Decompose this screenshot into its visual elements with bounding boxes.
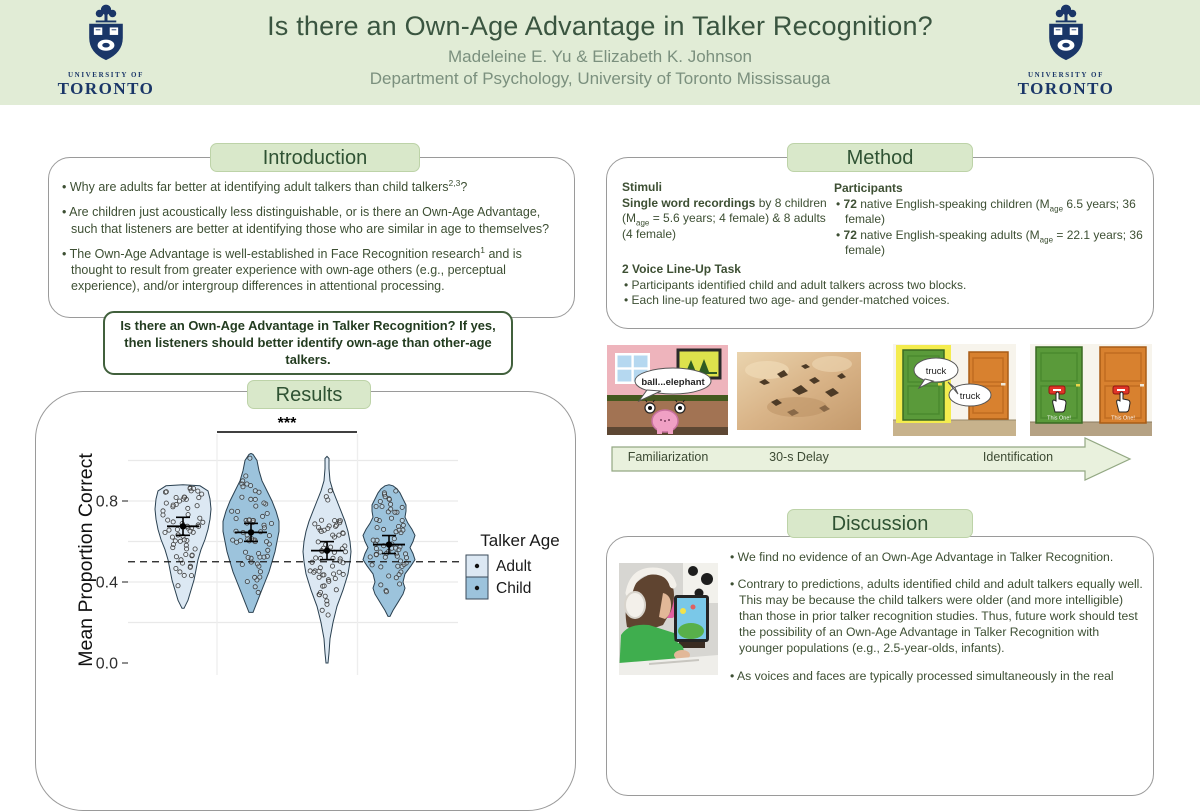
- tablet-icon: [674, 595, 709, 648]
- stimuli-heading: Stimuli: [622, 180, 663, 194]
- poster-header: [0, 0, 1200, 105]
- svg-text:Mean Proportion Correct: Mean Proportion Correct: [75, 453, 97, 667]
- hypothesis-box: Is there an Own-Age Advantage in Talker Recognition? If yes, then listeners should better identify own-age than other-age talkers.: [103, 311, 513, 375]
- uoft-logo-line1: UNIVERSITY OF: [68, 71, 144, 79]
- svg-text:Adult: Adult: [496, 558, 532, 575]
- participants-bullet-2: • 72 native English-speaking adults ($M_{age} = 22.1$ years; 36 female): [834, 228, 1146, 259]
- procedure-timeline-arrow: [606, 434, 1146, 484]
- intro-bullet-2: • Are children just acoustically less distinguishable, or is there an Own-Age Advantage, such that listeners are better at identifying those who are similar in age to themselves?: [60, 204, 564, 237]
- uoft-logo-right: [1010, 3, 1122, 99]
- timeline-label-identification: Identification: [982, 450, 1054, 464]
- poster-authors: Madeleine E. Yu & Elizabeth K. Johnson: [448, 47, 752, 66]
- method-participants: [834, 181, 1146, 259]
- introduction-text: [60, 179, 564, 304]
- violin-plot: [60, 408, 576, 675]
- timeline-label-familiarization: Familiarization: [627, 450, 709, 464]
- this-one-label: This One!: [1047, 415, 1071, 422]
- svg-text:truck: truck: [925, 366, 947, 377]
- identification-scene-image: [1030, 344, 1152, 436]
- section-heading-method: Method: [787, 143, 973, 172]
- participants-heading: Participants: [834, 181, 903, 195]
- this-one-label: This One!: [1111, 415, 1135, 422]
- voice-lineup-scene-image: [893, 344, 1016, 436]
- method-stimuli: [622, 180, 834, 242]
- svg-text:0.0: 0.0: [95, 655, 118, 673]
- svg-text:0.8: 0.8: [95, 493, 118, 511]
- section-heading-introduction: Introduction: [210, 143, 420, 172]
- familiarization-scene-image: [607, 345, 728, 435]
- discussion-bullet-2: • Contrary to predictions, adults identified child and adult talkers equally well. This may be because the child talkers were older (and more intelligible) than those in prior talker recognition studies. Thus, future work should test the possibility of an Own-Age Advantage in Talker Recognition with younger populations (e.g., 2.5-year-olds, infants).: [728, 576, 1146, 656]
- svg-text:Child: Child: [496, 580, 532, 597]
- section-heading-discussion: Discussion: [787, 509, 973, 538]
- intro-bullet-1: • Why are adults far better at identifying adult talkers than child talkers$^{2,3}$?: [60, 179, 564, 195]
- uoft-logo-line2: TORONTO: [1017, 79, 1115, 98]
- uoft-logo-line2: TORONTO: [57, 79, 155, 98]
- task-heading: 2 Voice Line-Up Task: [622, 262, 741, 276]
- intro-bullet-3: • The Own-Age Advantage is well-established in Face Recognition research$^1$ and is thought to result from greater experience with own-age others (e.g., perceptual experience), and/or intergroup differences in attentional processing.: [60, 246, 564, 295]
- timeline-label-delay: 30-s Delay: [769, 450, 829, 464]
- svg-text:0.4: 0.4: [95, 574, 118, 592]
- uoft-logo-line1: UNIVERSITY OF: [1028, 71, 1104, 79]
- participants-bullet-1: • 72 native English-speaking children ($M_{age}$ 6.5 years; 36 female): [834, 197, 1146, 228]
- task-bullet-2: • Each line-up featured two age- and gender-matched voices.: [622, 293, 1137, 309]
- svg-text:***: ***: [277, 415, 297, 432]
- discussion-text: [728, 549, 1146, 695]
- uoft-crest-icon: [78, 52, 134, 69]
- uoft-crest-icon: [1038, 52, 1094, 69]
- svg-text:truck: truck: [959, 391, 981, 402]
- method-task: [622, 262, 1137, 309]
- delay-video-still-image: [737, 352, 861, 430]
- svg-text:Talker Age: Talker Age: [480, 531, 560, 550]
- task-bullet-1: • Participants identified child and adult talkers across two blocks.: [622, 278, 1137, 294]
- poster-affiliation: Department of Psychology, University of Toronto Mississauga: [369, 69, 831, 88]
- discussion-bullet-1: • We find no evidence of an Own-Age Advantage in Talker Recognition.: [728, 549, 1146, 565]
- speech-bubble-text: ball...elephant: [641, 377, 705, 388]
- section-heading-results: Results: [247, 380, 371, 409]
- child-with-headphones-photo: [619, 563, 718, 675]
- uoft-logo-left: [50, 3, 162, 99]
- poster-title: Is there an Own-Age Advantage in Talker Recognition?: [267, 11, 933, 41]
- discussion-bullet-3: • As voices and faces are typically processed simultaneously in the real: [728, 668, 1146, 684]
- stimuli-text: Single word recordings by 8 children ($M_{age} = 5.6$ years; 4 female) & 8 adults (4 female): [622, 195, 827, 241]
